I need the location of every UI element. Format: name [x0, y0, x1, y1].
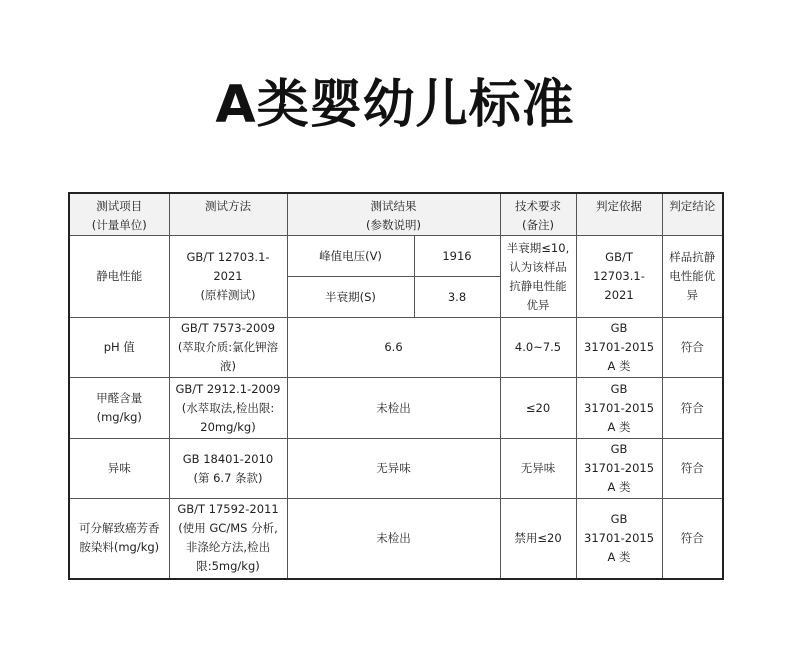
cell-requirement: ≤20	[500, 378, 576, 439]
cell-basis: GB 31701-2015 A 类	[576, 318, 662, 378]
page-title: A类婴幼儿标准	[215, 75, 575, 135]
cell-conclusion: 符合	[662, 378, 723, 439]
cell-method: GB/T 2912.1-2009 (水萃取法,检出限: 20mg/kg)	[169, 378, 287, 439]
cell-basis: GB 31701-2015 A 类	[576, 439, 662, 499]
cell-conclusion: 符合	[662, 318, 723, 378]
cell-method: GB 18401-2010 (第 6.7 条款)	[169, 439, 287, 499]
header-test-method: 测试方法	[169, 193, 287, 236]
cell-item: 可分解致癌芳香 胺染料(mg/kg)	[69, 499, 169, 579]
cell-result: 未检出	[287, 378, 500, 439]
header-row	[69, 193, 723, 236]
header-conclusion: 判定结论	[662, 193, 723, 236]
cell-item: 甲醛含量 (mg/kg)	[69, 378, 169, 439]
cell-conclusion: 样品抗静 电性能优 异	[662, 236, 723, 318]
cell-result: 未检出	[287, 499, 500, 579]
table-row-formaldehyde	[69, 378, 723, 439]
cell-basis: GB/T 12703.1-2021	[576, 236, 662, 318]
cell-conclusion: 符合	[662, 499, 723, 579]
cell-value: 3.8	[414, 277, 500, 318]
header-basis: 判定依据	[576, 193, 662, 236]
cell-item: 异味	[69, 439, 169, 499]
cell-requirement: 半衰期≤10, 认为该样品 抗静电性能 优异	[500, 236, 576, 318]
table-row-odor	[69, 439, 723, 499]
header-test-item: 测试项目 (计量单位)	[69, 193, 169, 236]
cell-conclusion: 符合	[662, 439, 723, 499]
cell-method: GB/T 12703.1-2021 (原样测试)	[169, 236, 287, 318]
cell-requirement: 禁用≤20	[500, 499, 576, 579]
cell-basis: GB 31701-2015 A 类	[576, 499, 662, 579]
cell-method: GB/T 7573-2009 (萃取介质:氯化钾溶 液)	[169, 318, 287, 378]
header-requirement: 技术要求 (备注)	[500, 193, 576, 236]
cell-item: 静电性能	[69, 236, 169, 318]
table-row-static-1	[69, 236, 723, 277]
cell-method: GB/T 17592-2011 (使用 GC/MS 分析, 非涤纶方法,检出 限:5mg/kg)	[169, 499, 287, 579]
cell-param: 半衰期(S)	[287, 277, 414, 318]
cell-item: pH 值	[69, 318, 169, 378]
cell-requirement: 无异味	[500, 439, 576, 499]
cell-basis: GB 31701-2015 A 类	[576, 378, 662, 439]
header-test-result: 测试结果 (参数说明)	[287, 193, 500, 236]
table-row-amines	[69, 499, 723, 579]
cell-result: 6.6	[287, 318, 500, 378]
cell-value: 1916	[414, 236, 500, 277]
cell-requirement: 4.0~7.5	[500, 318, 576, 378]
cell-result: 无异味	[287, 439, 500, 499]
cell-param: 峰值电压(V)	[287, 236, 414, 277]
test-results-table	[68, 192, 724, 580]
table-row-ph	[69, 318, 723, 378]
